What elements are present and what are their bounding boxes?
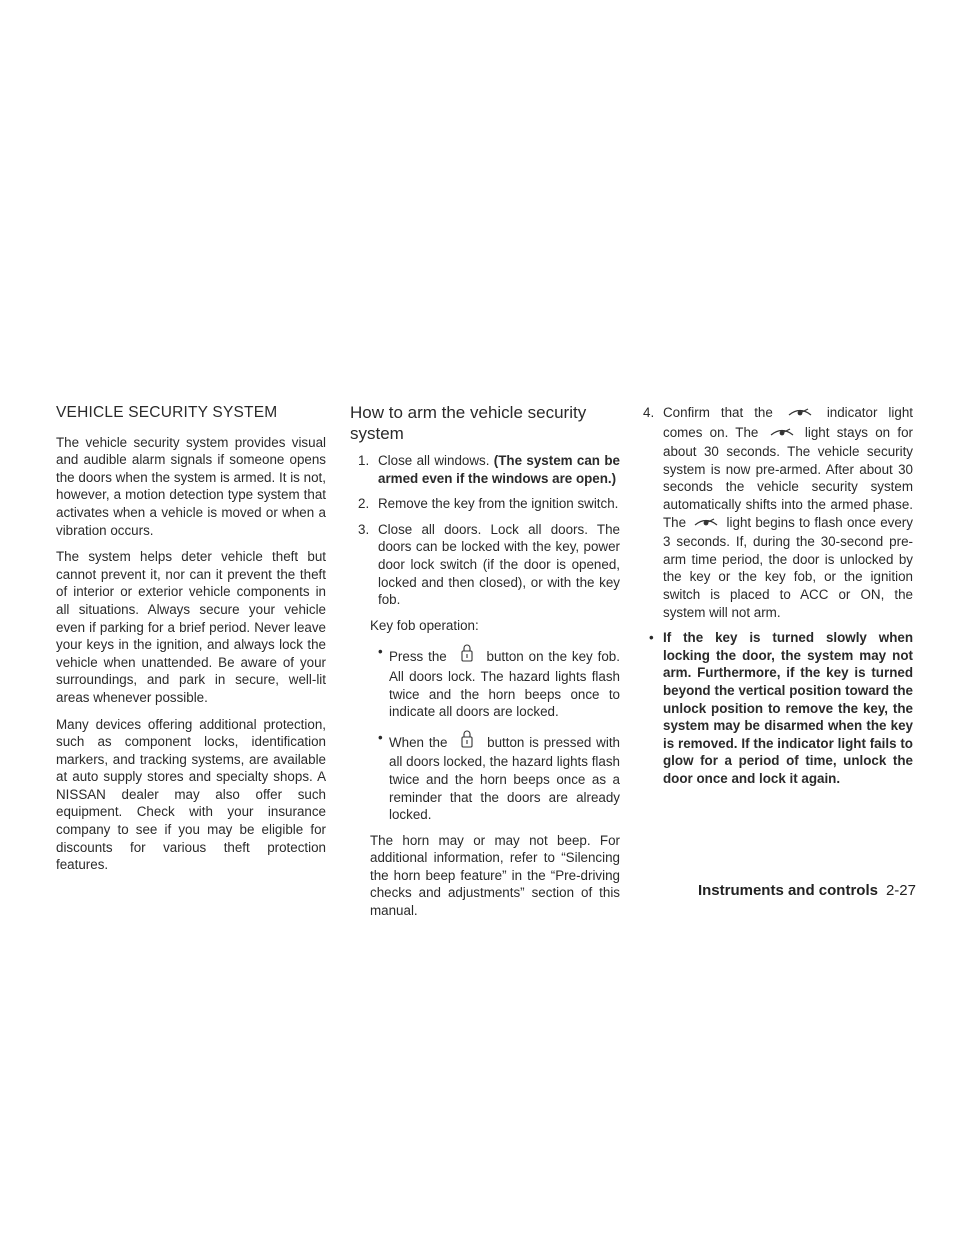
step-text-d: light begins to flash once every 3 seconds. If, during the 30-second pre-arm time period, the door is unlocked by the key or the key fob, or the ignition switch is placed to ACC or ON, the system will not arm. xyxy=(663,514,913,620)
section-title: VEHICLE SECURITY SYSTEM xyxy=(56,404,278,421)
step-text-a: Confirm that the xyxy=(663,405,773,420)
step-note: (The system can be armed even if the windows are open.) xyxy=(378,453,620,486)
bullet-already-locked xyxy=(378,729,620,824)
security-indicator-icon xyxy=(693,515,719,534)
step-2 xyxy=(358,495,620,513)
bullet-text-pre: Press the xyxy=(389,649,447,665)
security-indicator-icon xyxy=(769,425,795,444)
security-indicator-icon xyxy=(787,405,813,424)
footer-section-label: Instruments and controls xyxy=(697,882,878,899)
warning-bullet xyxy=(643,629,913,787)
bullet-mark: • xyxy=(649,630,654,646)
deterrence-paragraph: The system helps deter vehicle theft but cannot prevent it, nor can it prevent the theft of interior or exterior vehicle components in all situations. Always secure your vehicle even if parking for a brief period. Never leave your keys in the ignition, and always lock the vehicle when unattended. Be aware of your surroundings, and park in secure, well-lit areas whenever possible. xyxy=(56,549,326,705)
column-2 xyxy=(350,402,620,920)
page-number: 2-27 xyxy=(885,882,916,899)
horn-note: The horn may or may not beep. For additional information, refer to “Silencing the horn beep feature” in the “Pre-driving checks and adjustments” section of this manual. xyxy=(370,832,620,919)
column-3 xyxy=(643,404,913,787)
step-text: Close all windows. xyxy=(378,453,494,468)
step-number: 4. xyxy=(643,405,655,420)
bullet-text-post: button is pressed with all doors locked, the hazard lights flash twice and the horn beeps once as a reminder that the doors are already locked. xyxy=(389,734,620,823)
bullet-text-post: button on the key fob. All doors lock. The hazard lights flash twice and the horn beeps once to indicate all doors are locked. xyxy=(389,649,620,720)
column-1 xyxy=(56,404,326,883)
step-1 xyxy=(358,452,620,487)
step-3 xyxy=(358,521,620,609)
lock-button-icon xyxy=(455,643,479,668)
page-footer xyxy=(698,882,916,899)
step-number: 1. xyxy=(358,453,370,468)
bullet-mark: • xyxy=(378,644,383,660)
step-text-c: light stays on for about 30 seconds. The vehicle security system is now pre-armed. After about 30 seconds the vehicle security system automatically shifts into the armed phase. The xyxy=(663,424,913,530)
additional-devices-paragraph: Many devices offering additional protection, such as component locks, identification markers, and tracking systems, are available at auto supply stores and specialty shops. A NISSAN dealer may also offer such equipment. Check with your insurance company to see if you may be eligible for discounts for various theft protection features. xyxy=(56,716,326,873)
step-text: Remove the key from the ignition switch. xyxy=(378,496,619,512)
step-number: 2. xyxy=(358,496,370,512)
step-number: 3. xyxy=(358,521,370,537)
bullet-mark: • xyxy=(378,729,383,745)
step-text: Close all doors. Lock all doors. The doors can be locked with the key, power door lock switch (if the door is opened, locked and then closed), or with the key fob. xyxy=(378,521,620,608)
step-4 xyxy=(643,404,913,621)
bullet-press-lock xyxy=(378,643,620,720)
arm-heading: How to arm the vehicle security system xyxy=(350,403,587,443)
key-fob-label: Key fob operation: xyxy=(370,617,479,633)
warning-text: If the key is turned slowly when locking the door, the system may not arm. Furthermore, if the key is turned beyond the vertical position toward the unlock position to remove the key, the system may be disarmed when the key is removed. If the indicator light fails to glow for a period of time, unlock the door once and lock it again. xyxy=(663,630,913,786)
bullet-text-pre: When the xyxy=(389,734,448,750)
intro-paragraph: The vehicle security system provides visual and audible alarm signals if someone opens the doors when the system is armed. It is not, however, a motion detection type system that activates when a vehicle is moved or when a vibration occurs. xyxy=(56,434,326,538)
step-text-b: indicator light comes on. The xyxy=(663,405,913,440)
lock-button-icon xyxy=(455,729,479,754)
